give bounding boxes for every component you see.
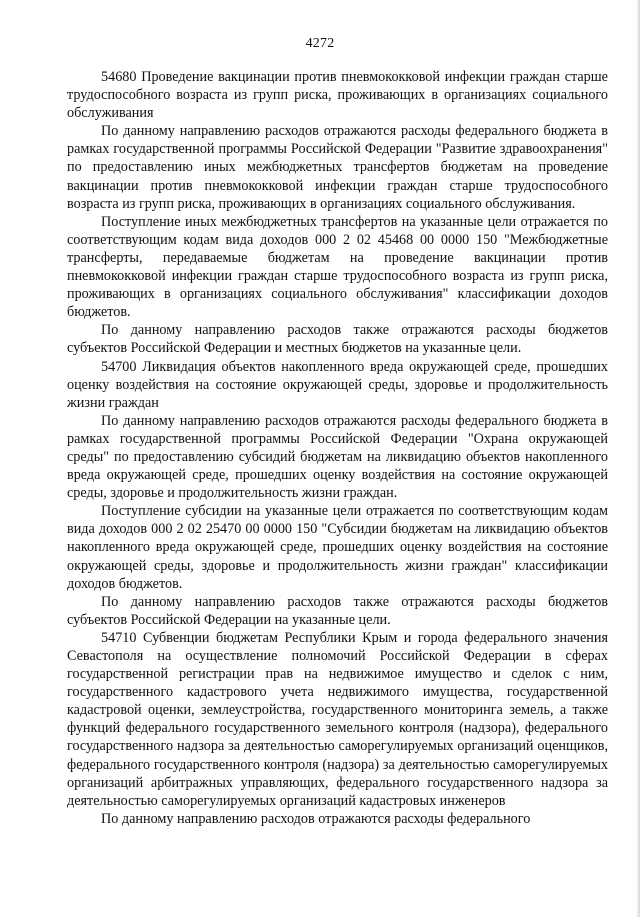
paragraph-54710-description: По данному направлению расходов отражаются расходы федерального — [101, 810, 531, 827]
paragraph-54710-heading: 54710 Субвенции бюджетам Республики Крым и города федерального значения Севастополя на осуществление полномочий Российской Федерации в сферах государственной регистрации прав на недвижимое имущество и сделок с ним, государственного кадастрового учета недвижимого имущества, государственной кадастровой оценки, землеустройства, государственного мониторинга земель, а также функций федерального государственного земельного контроля (надзора), федерального государственного надзора за деятельностью саморегулируемых организаций оценщиков, федерального государственного контроля (надзора) за деятельностью саморегулируемых организаций арбитражных управляющих, федерального государственного надзора за деятельностью саморегулируемых организаций кадастровых инженеров — [67, 629, 608, 809]
paragraph-54680-regional: По данному направлению расходов также отражаются расходы бюджетов субъектов Российской Федерации и местных бюджетов на указанные цели. — [67, 322, 608, 357]
paragraph-54680-description: По данному направлению расходов отражаются расходы федерального бюджета в рамках государственной программы Российской Федерации "Развитие здравоохранения" по предоставлению иных межбюджетных трансфертов бюджетам на проведение вакцинации против пневмококковой инфекции граждан старше трудоспособного возраста из групп риска, проживающих в организациях социального обслуживания. — [67, 123, 608, 212]
paragraph-54700-description: По данному направлению расходов отражаются расходы федерального бюджета в рамках государственной программы Российской Федерации "Охрана окружающей среды" по предоставлению субсидий бюджетам на ликвидацию объектов накопленного вреда окружающей среде, прошедших оценку воздействия на состояние окружающей среды, здоровье и продолжительность жизни граждан. — [67, 412, 608, 502]
scan-edge-shadow — [636, 0, 640, 917]
paragraph-54700-regional: По данному направлению расходов также отражаются расходы бюджетов субъектов Российской Федерации на указанные цели. — [67, 593, 608, 628]
paragraph-54680-revenue: Поступление иных межбюджетных трансфертов на указанные цели отражается по соответствующим кодам вида доходов 000 2 02 45468 00 0000 150 "Межбюджетные трансферты, передаваемые бюджетам на проведение вакцинации против пневмококковой инфекции граждан старше трудоспособного возраста из групп риска, проживающих в организациях социального обслуживания" классификации доходов бюджетов. — [67, 213, 608, 321]
document-body — [67, 68, 608, 828]
paragraph-54700-heading: 54700 Ликвидация объектов накопленного вреда окружающей среде, прошедших оценку воздействия на состояние окружающей среды, здоровье и продолжительность жизни граждан — [67, 358, 608, 411]
page-number: 4272 — [305, 36, 335, 51]
paragraph-54680-heading: 54680 Проведение вакцинации против пневмококковой инфекции граждан старше трудоспособного возраста из групп риска, проживающих в организациях социального обслуживания — [67, 69, 608, 122]
paragraph-54700-revenue: Поступление субсидии на указанные цели отражается по соответствующим кодам вида доходов 000 2 02 25470 00 0000 150 "Субсидии бюджетам на ликвидацию объектов накопленного вреда окружающей среде, прошедших оценку воздействия на состояние окружающей среды, здоровье и продолжительность жизни граждан" классификации доходов бюджетов. — [67, 503, 608, 592]
